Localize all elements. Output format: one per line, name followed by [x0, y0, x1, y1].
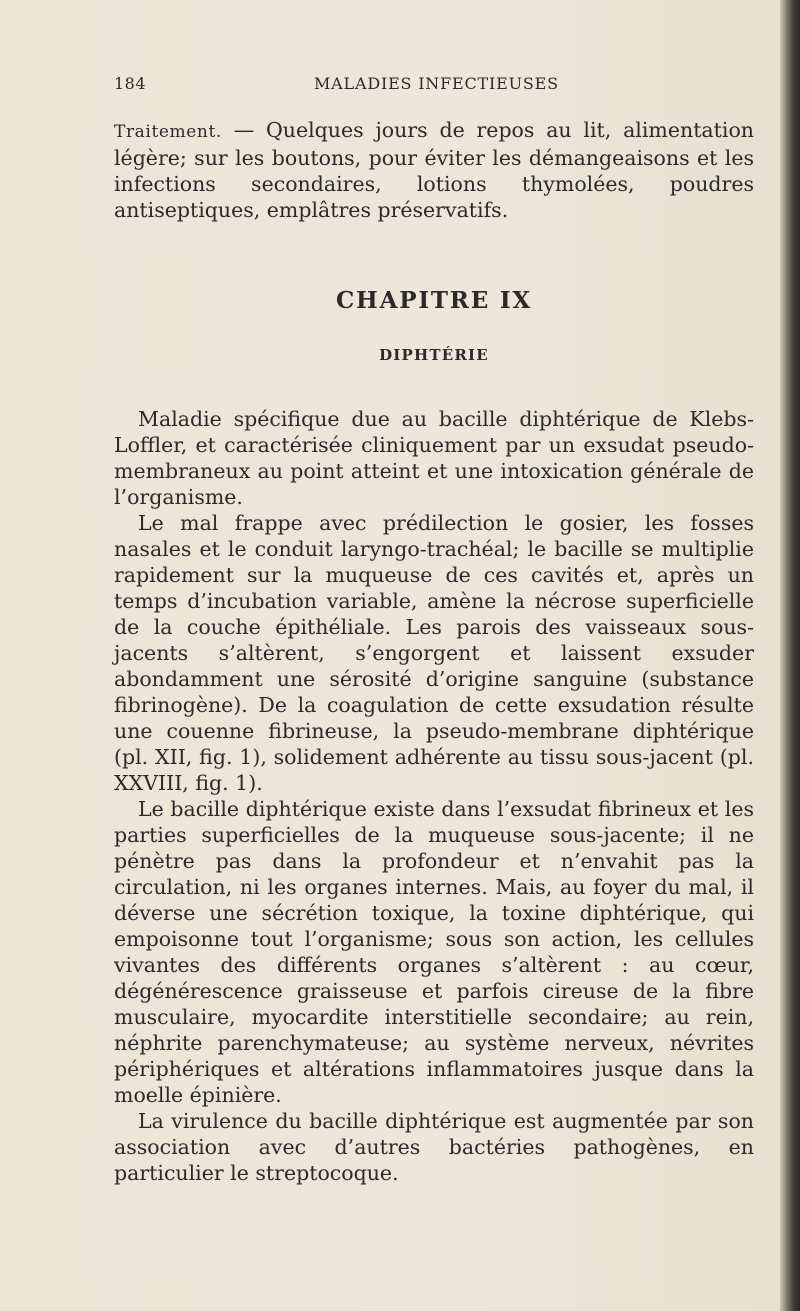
chapter-title: CHAPITRE IX [335, 287, 533, 314]
running-head: MALADIES INFECTIEUSES [314, 74, 559, 93]
page-header [114, 74, 754, 98]
treatment-label: Traitement. [114, 122, 222, 142]
chapter-subtitle: DIPHTÉRIE [379, 346, 489, 364]
treatment-paragraph [114, 117, 754, 223]
page-number: 184 [114, 74, 147, 93]
chapter-body [114, 406, 754, 1186]
paragraph-3: Le bacille diphtérique existe dans l’exsudat fibrineux et les parties superficielles de la muqueuse sous-jacente; il ne pénètre pas dans la profondeur et n’envahit pas la circulation, ni les organes internes. Mais, au foyer du mal, il déverse une sécrétion toxique, la toxine diphtérique, qui empoisonne tout l’organisme; sous son action, les cellules vivantes des différents organes s’altèrent : au cœur, dégénérescence graisseuse et parfois cireuse de la fibre musculaire, myocardite interstitielle secondaire; au rein, néphrite parenchymateuse; au système nerveux, névrites périphériques et altérations inflammatoires jusque dans la moelle épinière. [114, 797, 754, 1107]
paragraph-2: Le mal frappe avec prédilection le gosier, les fosses nasales et le conduit laryngo-trachéal; le bacille se multiplie rapidement sur la muqueuse de ces cavités et, après un temps d’incubation variable, amène la nécrose superficielle de la couche épithéliale. Les parois des vaisseaux sous-jacents s’altèrent, s’engorgent et laissent exsuder abondamment une sérosité d’origine sanguine (substance fibrinogène). De la coagulation de cette exsudation résulte une couenne fibrineuse, la pseudo-membrane diphtérique (pl. XII, fig. 1), solidement adhérente au tissu sous-jacent (pl. XXVIII, fig. 1). [114, 511, 754, 795]
page-edge-shadow [780, 0, 800, 1311]
treatment-text: — Quelques jours de repos au lit, alimentation légère; sur les boutons, pour éviter les démangeaisons et les infections secondaires, lotions thymolées, poudres antiseptiques, emplâtres préservatifs. [114, 118, 754, 222]
paragraph-4: La virulence du bacille diphtérique est augmentée par son association avec d’autres bactéries pathogènes, en particulier le streptocoque. [114, 1109, 754, 1185]
paragraph-1: Maladie spécifique due au bacille diphtérique de Klebs-Loffler, et caractérisée cliniquement par un exsudat pseudo-membraneux au point atteint et une intoxication générale de l’organisme. [114, 407, 754, 509]
